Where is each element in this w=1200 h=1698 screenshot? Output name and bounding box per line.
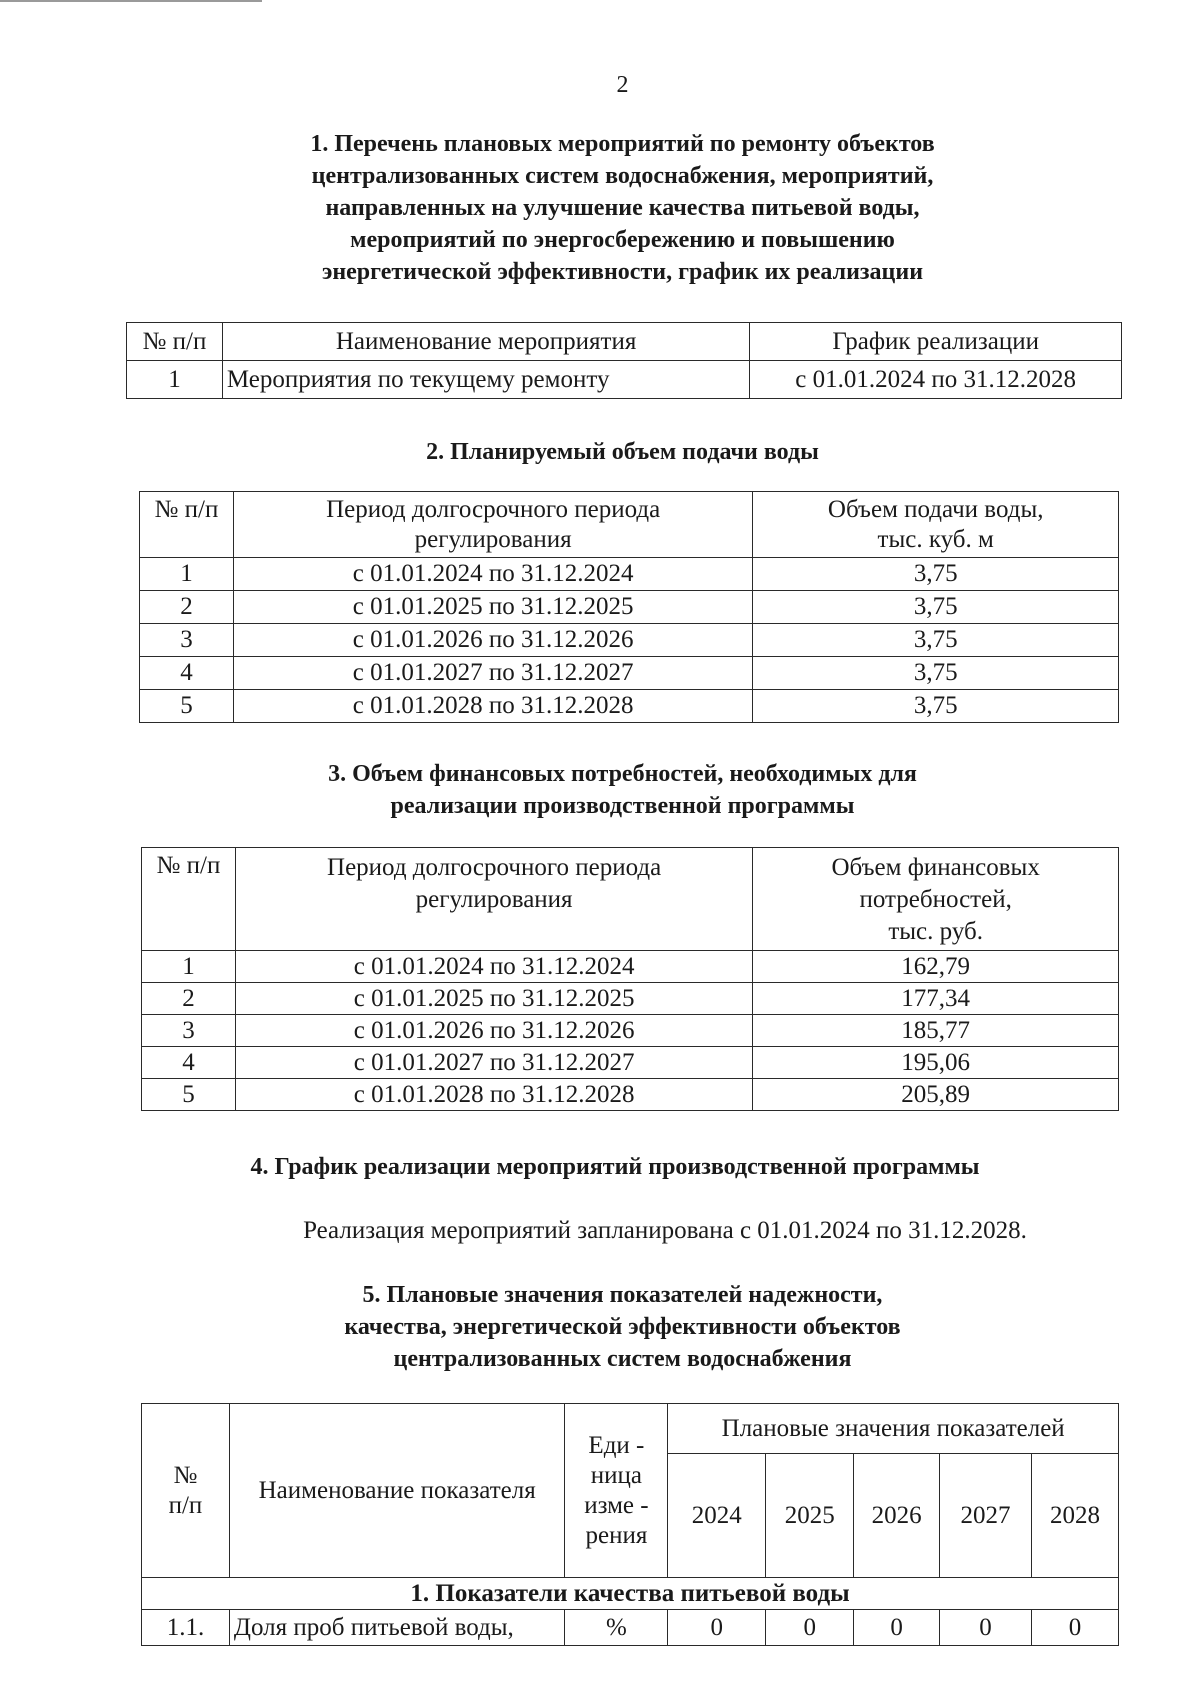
header-unit: Еди - ница изме - рения [565,1404,668,1578]
cell-period: с 01.01.2026 по 31.12.2026 [235,1015,752,1047]
cell-num: 1.1. [142,1610,230,1646]
cell-num: 5 [142,1079,236,1111]
cell-value-2024: 0 [668,1610,766,1646]
table-header-row [142,848,1119,951]
cell-volume: 3,75 [753,624,1119,657]
header-period: Период долгосрочного периода регулирования [235,848,752,951]
cell-period: с 01.01.2025 по 31.12.2025 [233,591,752,624]
cell-period: с 01.01.2027 по 31.12.2027 [233,657,752,690]
cell-period: с 01.01.2028 по 31.12.2028 [235,1079,752,1111]
cell-num: 4 [140,657,234,690]
indicators-table [141,1403,1119,1646]
cell-unit: % [565,1610,668,1646]
cell-volume: 3,75 [753,591,1119,624]
cell-period: с 01.01.2024 по 31.12.2024 [235,951,752,983]
top-scan-edge [0,0,262,2]
cell-period: с 01.01.2027 по 31.12.2027 [235,1047,752,1079]
table-row [140,558,1119,591]
table-row [142,1079,1119,1111]
cell-period: с 01.01.2026 по 31.12.2026 [233,624,752,657]
cell-schedule: с 01.01.2024 по 31.12.2028 [750,361,1122,399]
cell-period: с 01.01.2024 по 31.12.2024 [233,558,752,591]
cell-value-2026: 0 [854,1610,940,1646]
table-row [142,983,1119,1015]
group-title: 1. Показатели качества питьевой воды [142,1578,1119,1610]
cell-indicator-name: Доля проб питьевой воды, [229,1610,565,1646]
page-number: 2 [616,72,629,98]
header-num: № п/п [127,323,223,361]
cell-num: 3 [142,1015,236,1047]
header-num: № п/п [140,492,234,558]
header-schedule: График реализации [750,323,1122,361]
table-header-row [127,323,1122,361]
header-plan-values: Плановые значения показателей [668,1404,1119,1454]
cell-num: 3 [140,624,234,657]
cell-num: 1 [127,361,223,399]
cell-num: 1 [140,558,234,591]
table-row [140,624,1119,657]
measures-table [126,322,1122,399]
table-row [142,1015,1119,1047]
cell-num: 5 [140,690,234,723]
table-header-row [140,492,1119,558]
cell-num: 4 [142,1047,236,1079]
table-row [140,690,1119,723]
section-5-title: 5. Плановые значения показателей надежности, качества, энергетической эффективности объектов централизованных систем водоснабжения [344,1282,901,1372]
cell-value-2028: 0 [1032,1610,1119,1646]
header-measure-name: Наименование мероприятия [222,323,749,361]
cell-amount: 177,34 [753,983,1119,1015]
cell-amount: 162,79 [753,951,1119,983]
section-2-title: 2. Планируемый объем подачи воды [426,439,819,465]
water-supply-table [139,491,1119,723]
cell-volume: 3,75 [753,657,1119,690]
cell-amount: 195,06 [753,1047,1119,1079]
financial-needs-table [141,847,1119,1111]
cell-amount: 205,89 [753,1079,1119,1111]
table-header-row [142,1404,1119,1454]
table-row [127,361,1122,399]
group-row [142,1578,1119,1610]
section-1-title: 1. Перечень плановых мероприятий по ремонту объектов централизованных систем водоснабжения, мероприятий, направленных на улучшение качества питьевой воды, мероприятий по энергосбережению и повышению энергетической эффективности, график их реализации [310,131,935,285]
cell-period: с 01.01.2025 по 31.12.2025 [235,983,752,1015]
cell-volume: 3,75 [753,558,1119,591]
table-row [142,1047,1119,1079]
table-row [142,951,1119,983]
header-indicator-name: Наименование показателя [229,1404,565,1578]
header-period: Период долгосрочного периода регулирования [233,492,752,558]
header-year-2025: 2025 [766,1454,854,1578]
header-year-2027: 2027 [940,1454,1032,1578]
table-row [142,1610,1119,1646]
cell-volume: 3,75 [753,690,1119,723]
section-3-title: 3. Объем финансовых потребностей, необходимых для реализации производственной программы [328,761,917,819]
header-financial-volume: Объем финансовых потребностей, тыс. руб. [753,848,1119,951]
header-year-2028: 2028 [1032,1454,1119,1578]
header-num: № п/п [142,848,236,951]
cell-value-2025: 0 [766,1610,854,1646]
cell-amount: 185,77 [753,1015,1119,1047]
cell-value-2027: 0 [940,1610,1032,1646]
table-row [140,591,1119,624]
cell-num: 2 [140,591,234,624]
header-year-2026: 2026 [854,1454,940,1578]
table-row [140,657,1119,690]
header-num: № п/п [142,1404,230,1578]
cell-num: 2 [142,983,236,1015]
cell-period: с 01.01.2028 по 31.12.2028 [233,690,752,723]
implementation-note: Реализация мероприятий запланирована с 01.01.2024 по 31.12.2028. [303,1217,1027,1244]
cell-num: 1 [142,951,236,983]
header-water-volume: Объем подачи воды, тыс. куб. м [753,492,1119,558]
header-year-2024: 2024 [668,1454,766,1578]
section-4-title: 4. График реализации мероприятий производственной программы [250,1154,980,1180]
cell-measure-name: Мероприятия по текущему ремонту [222,361,749,399]
